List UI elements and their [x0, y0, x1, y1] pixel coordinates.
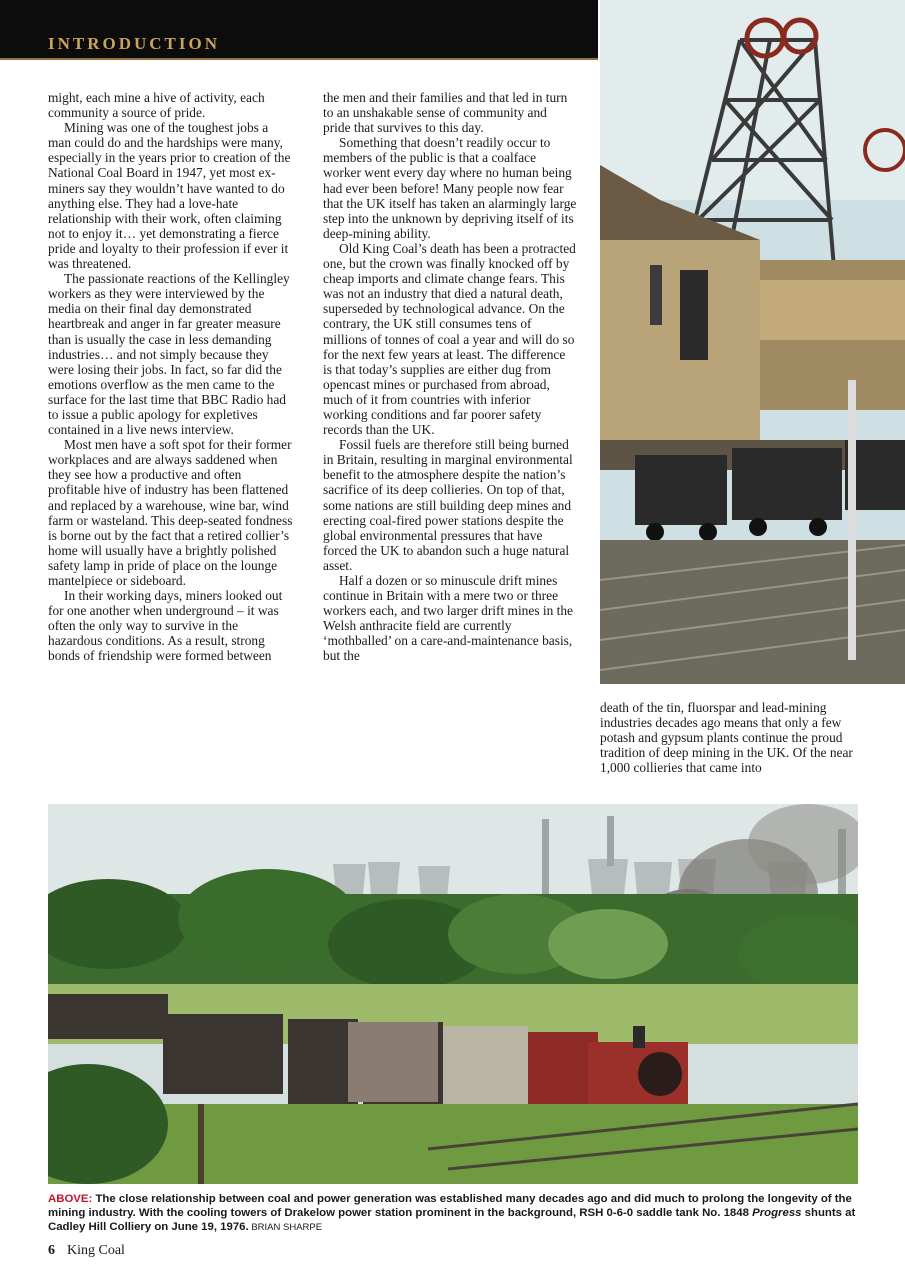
paragraph: Mining was one of the toughest jobs a man could do and the hardships were many, especially in the years prior to creation of the National Coal Board in 1947, yet most ex-miners say they wouldn’t have wanted to do anything else. They had a love-hate relationship with their work, often claiming not to enjoy it… yet demonstrating a fierce pride and loyalty to their profession if ever it was threatened.	[48, 120, 291, 272]
photo-credit: BRIAN SHARPE	[248, 1222, 323, 1233]
section-title: INTRODUCTION	[48, 34, 221, 53]
paragraph: Most men have a soft spot for their former workplaces and are always saddened when they see how a productive and often profitable hive of industry has been flattened and replaced by a warehouse, wine bar, wind farm or wasteland. This deep-seated fondness is borne out by the fact that a retired collier’s home will usually have a brightly polished safety lamp in pride of place on the lounge mantelpiece or sideboard.	[48, 437, 293, 588]
paragraph: Something that doesn’t readily occur to members of the public is that a coalface worker went every day where no human being had ever been before! Many people now fear that the UK itself has taken an alarmingly large step into the unknown by depriving itself of its deep-mining ability.	[323, 135, 577, 241]
page-number: 6	[48, 1243, 55, 1258]
text-column-2	[323, 90, 577, 664]
caption-lead: ABOVE:	[48, 1193, 93, 1205]
paragraph: Old King Coal’s death has been a protracted one, but the crown was finally knocked off by cheap imports and climate change fears. This was not an industry that died a natural death, superseded by technological advance. On the contrary, the UK still consumes tens of millions of tonnes of coal a year and will do so for the next few years at least. The difference is that today’s supplies are either dug from opencast mines or purchased from abroad, much of it from countries with inferior working conditions and far poorer safety records than the UK.	[323, 240, 576, 438]
paragraph: Half a dozen or so minuscule drift mines continue in Britain with a mere two or three workers each, and two larger drift mines in the Welsh anthracite field are currently ‘mothballed’ on a care-and-maintenance basis, but the	[323, 573, 574, 664]
paragraph: The passionate reactions of the Kellingley workers as they were interviewed by the media on their final day demonstrated heartbreak and anger in far greater measure than is usually the case in less demanding industries… and not simply because they were losing their jobs. In fact, so far did the emotions overflow as the men came to the surface for the last time that BBC Radio had to issue a public apology for expletives contained in a live news interview.	[48, 271, 290, 438]
paragraph: Fossil fuels are therefore still being burned in Britain, resulting in marginal environmental benefit to the atmosphere despite the nation’s sacrifice of its deep collieries. On top of that, some nations are still building deep mines and erecting coal-fired power stations despite the global environmental pressures that have forced the UK to abandon such a huge natural asset.	[323, 437, 573, 573]
publication-name: King Coal	[67, 1243, 125, 1258]
paragraph: death of the tin, fluorspar and lead-mining industries decades ago means that only a few potash and gypsum plants continue the proud tradition of deep mining in the UK. Of the near 1,000 collieries that came into	[600, 700, 853, 776]
header-rule	[0, 58, 598, 60]
folio	[48, 1243, 125, 1259]
caption-italic: Progress	[752, 1207, 802, 1219]
photo-caption	[48, 1192, 858, 1235]
paragraph: In their working days, miners looked out for one another when underground – it was often the only way to survive in the hazardous conditions. As a result, strong bonds of friendship were formed between	[48, 588, 283, 664]
text-column-3	[600, 700, 855, 775]
colliery-headframe-photo	[600, 0, 905, 684]
text-column-1	[48, 90, 294, 664]
caption-text-end: shunts at Cadley Hill Colliery on June 19, 1976.	[48, 1207, 856, 1233]
paragraph: the men and their families and that led in turn to an unshakable sense of community and pride that survives to this day.	[323, 90, 568, 136]
caption-text: The close relationship between coal and power generation was established many decades ago and did much to prolong the longevity of the mining industry. With the cooling towers of Drakelow power station prominent in the background, RSH 0-6-0 saddle tank No. 1848	[48, 1193, 852, 1219]
locomotive-photo	[48, 804, 858, 1184]
paragraph: might, each mine a hive of activity, each community a source of pride.	[48, 90, 265, 121]
